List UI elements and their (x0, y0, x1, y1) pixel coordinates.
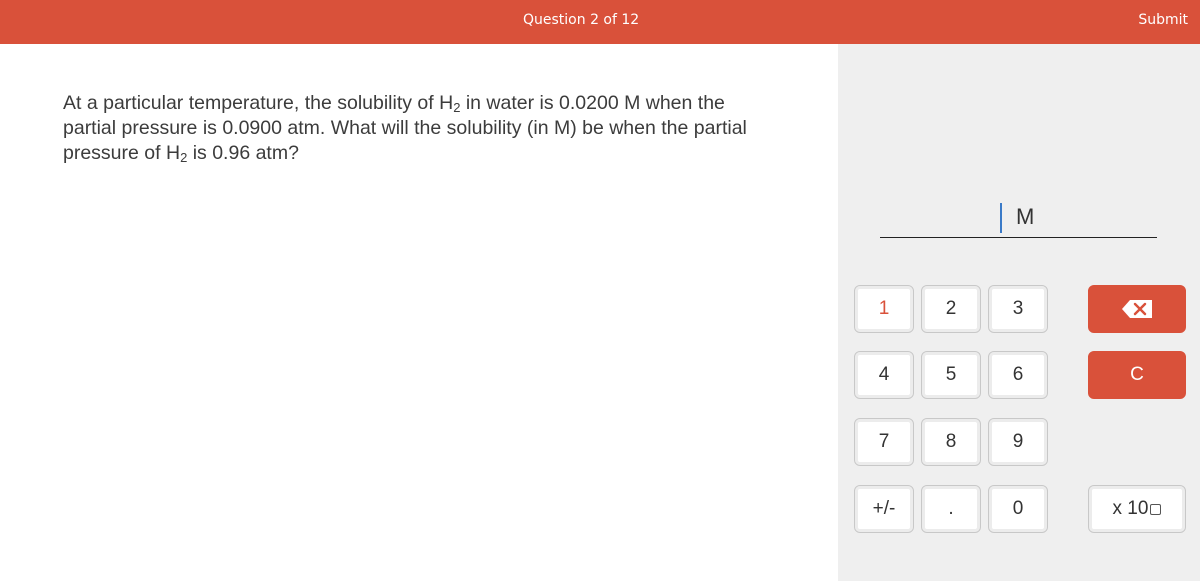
question-text (63, 91, 763, 166)
key-6[interactable]: 6 (988, 351, 1048, 399)
top-bar (0, 0, 1200, 44)
clear-button[interactable]: C (1088, 351, 1186, 399)
question-part-3: is 0.96 atm? (187, 142, 299, 164)
key-7[interactable]: 7 (854, 418, 914, 466)
exponent-box-icon (1150, 504, 1161, 515)
answer-input[interactable] (1000, 203, 1002, 233)
key-3[interactable]: 3 (988, 285, 1048, 333)
answer-unit: M (1016, 204, 1035, 229)
key-1[interactable]: 1 (854, 285, 914, 333)
key-5[interactable]: 5 (921, 351, 981, 399)
subscript-2: 2 (180, 150, 188, 165)
question-part-1: At a particular temperature, the solubility of H (63, 92, 454, 114)
subscript-1: 2 (453, 100, 461, 115)
question-counter: Question 2 of 12 (523, 12, 640, 28)
exponent-label: x 10 (1112, 498, 1149, 519)
backspace-icon (1120, 299, 1154, 319)
answer-underline (880, 237, 1157, 238)
question-part-2: in water is 0.0200 M when the partial pressure is 0.0900 atm. What will the solubility (in M) be when the partial pressure of H (63, 92, 747, 164)
backspace-button[interactable] (1088, 285, 1186, 333)
key-2[interactable]: 2 (921, 285, 981, 333)
key-9[interactable]: 9 (988, 418, 1048, 466)
decimal-point-button[interactable]: . (921, 485, 981, 533)
key-4[interactable]: 4 (854, 351, 914, 399)
exponent-button[interactable] (1088, 485, 1186, 533)
sign-toggle-button[interactable]: +/- (854, 485, 914, 533)
key-0[interactable]: 0 (988, 485, 1048, 533)
key-8[interactable]: 8 (921, 418, 981, 466)
submit-button[interactable]: Submit (1138, 12, 1188, 28)
